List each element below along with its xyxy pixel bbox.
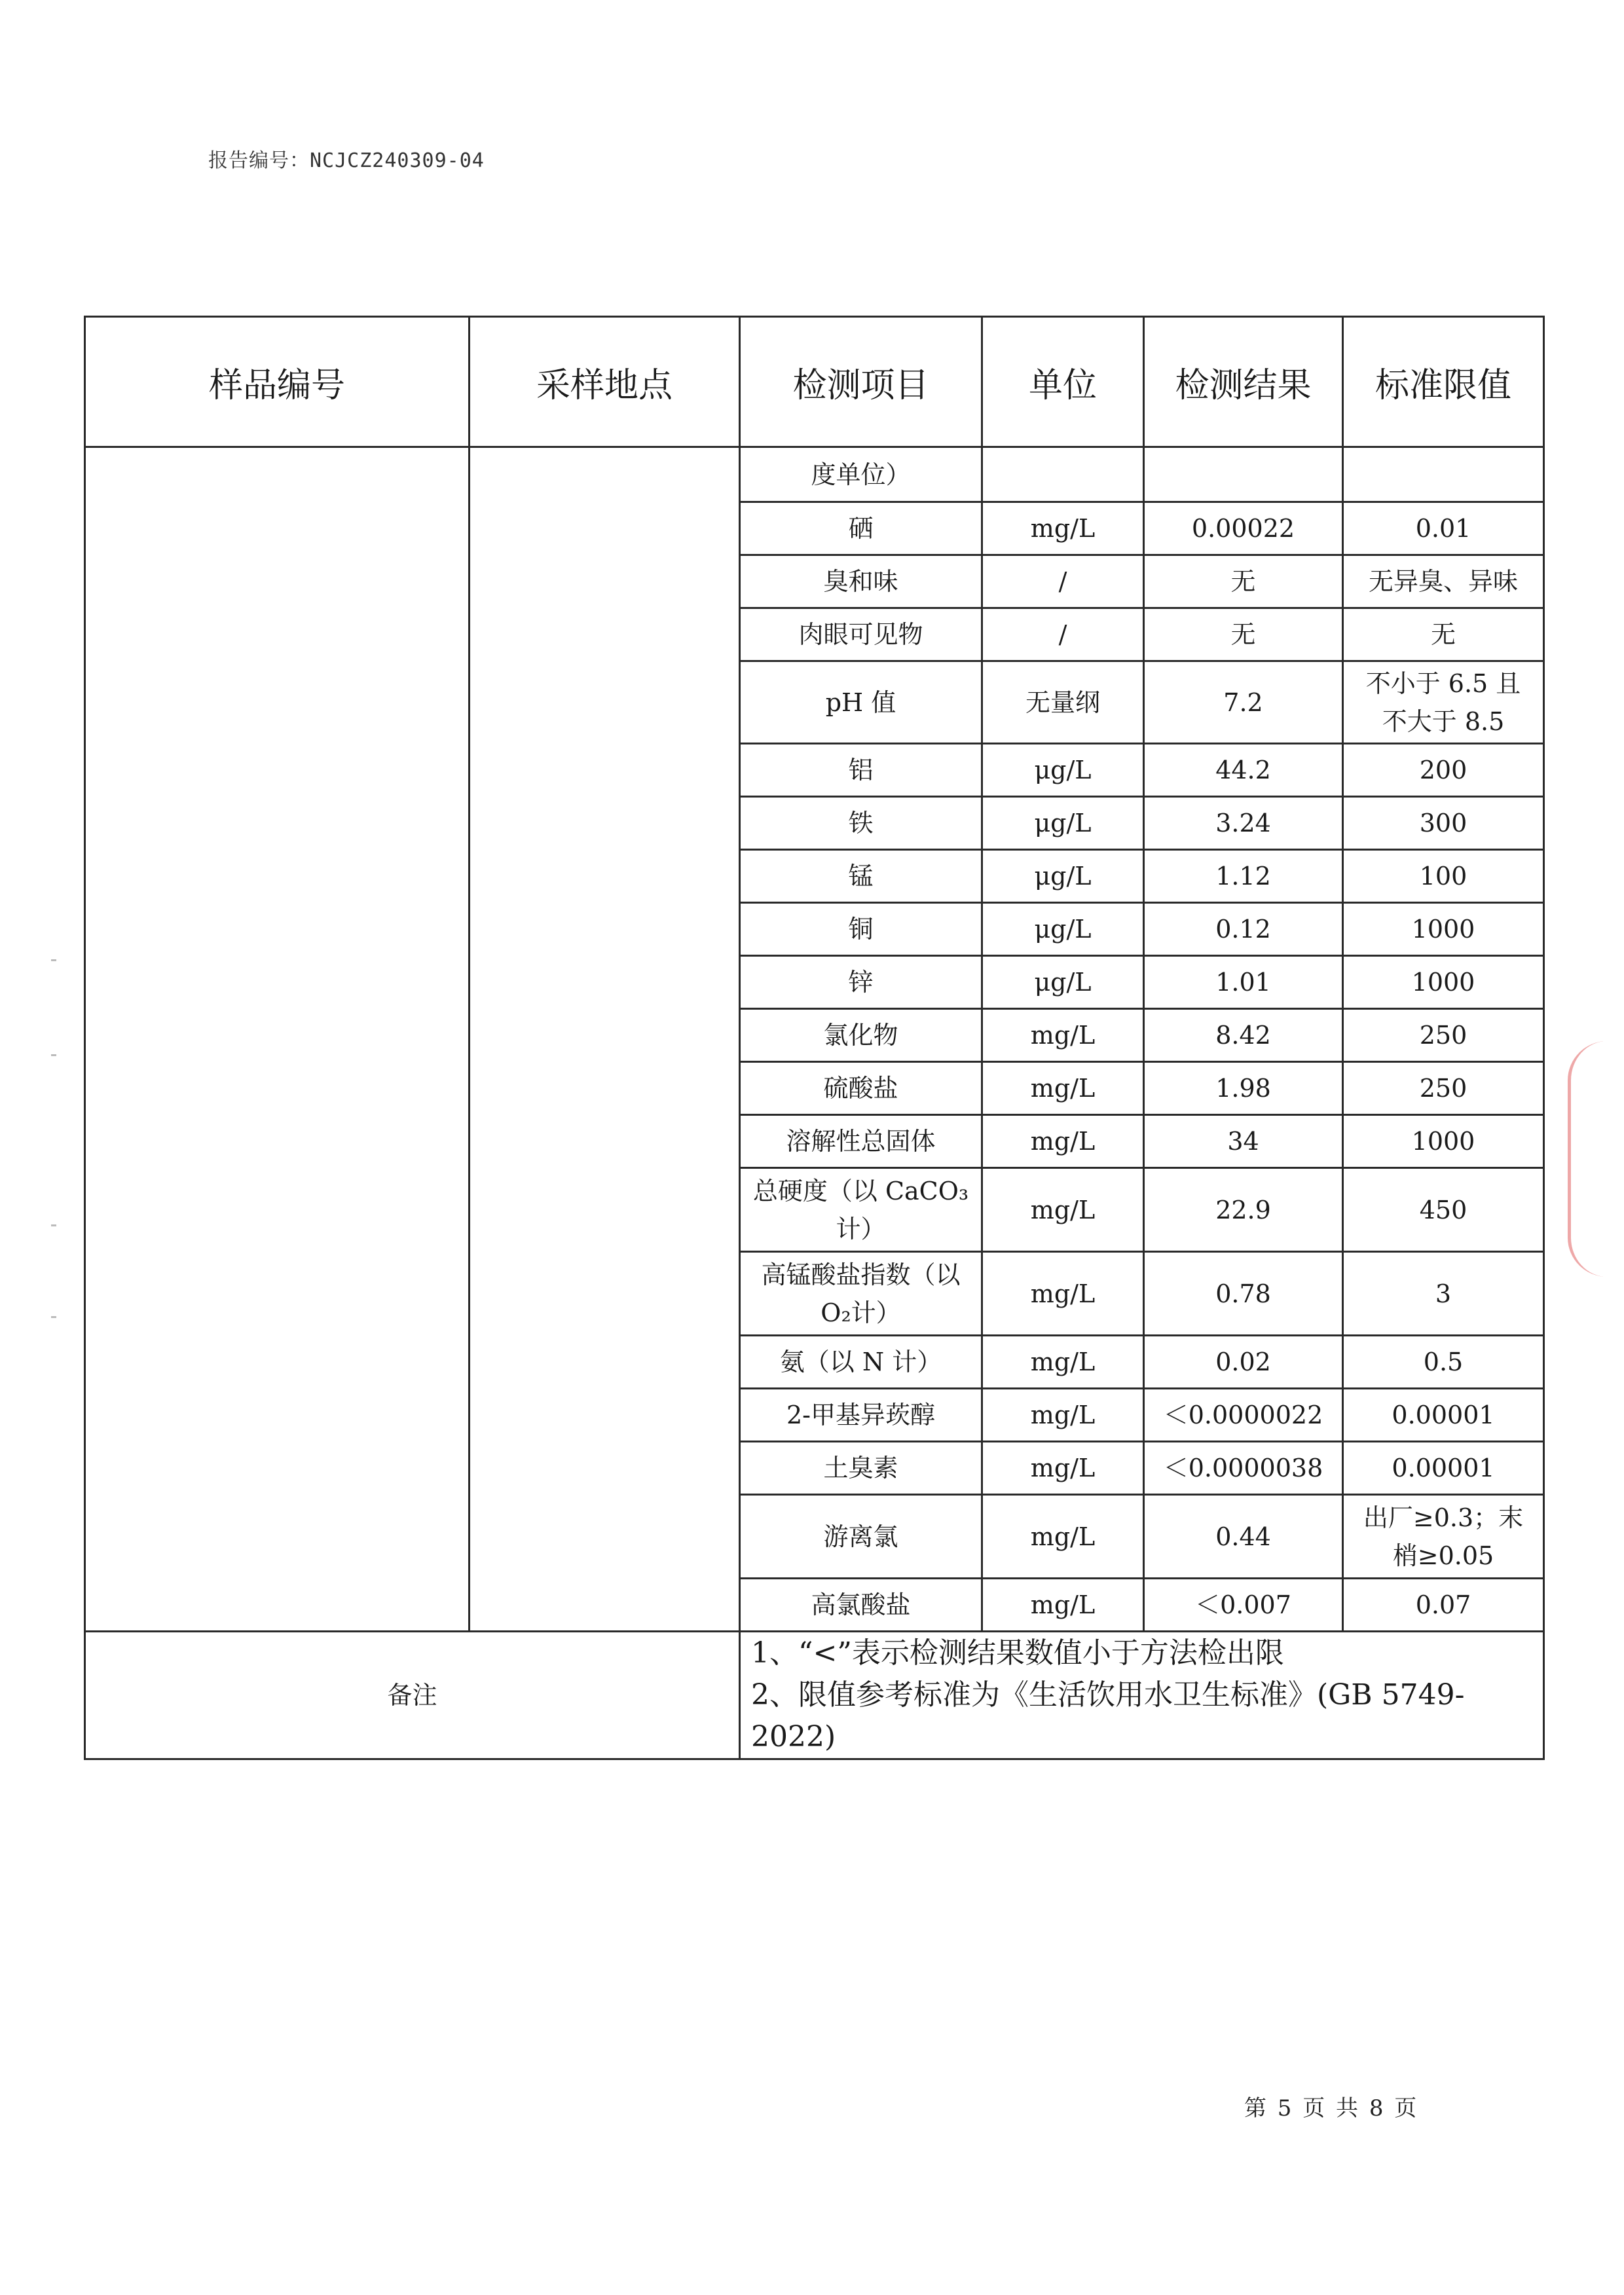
unit-cell: mg/L: [982, 1495, 1144, 1579]
test-item-cell: 硫酸盐: [740, 1062, 982, 1115]
test-item-cell: 氨（以 N 计）: [740, 1336, 982, 1389]
column-header-sampling-site: 采样地点: [470, 317, 740, 447]
result-cell: 3.24: [1144, 797, 1343, 850]
result-cell: 0.02: [1144, 1336, 1343, 1389]
unit-cell: mg/L: [982, 1168, 1144, 1252]
test-item-cell: 锌: [740, 956, 982, 1009]
result-cell: 0.12: [1144, 903, 1343, 956]
result-cell: 0.00022: [1144, 502, 1343, 555]
test-item-cell: 铁: [740, 797, 982, 850]
margin-mark: [51, 1224, 56, 1226]
test-item-line: 高锰酸盐指数（以: [761, 1260, 961, 1289]
test-item-cell: 锰: [740, 850, 982, 903]
limit-cell: 1000: [1343, 1115, 1544, 1168]
margin-mark: [51, 1054, 56, 1056]
unit-cell: μg/L: [982, 850, 1144, 903]
limit-cell: 0.00001: [1343, 1442, 1544, 1495]
unit-cell: mg/L: [982, 1336, 1144, 1389]
limit-line: 出厂≥0.3；末: [1363, 1503, 1524, 1532]
test-results-table: [84, 316, 1545, 1760]
result-cell: 0.78: [1144, 1252, 1343, 1336]
unit-cell: mg/L: [982, 502, 1144, 555]
test-item-cell: [740, 1252, 982, 1336]
result-cell: 1.98: [1144, 1062, 1343, 1115]
limit-cell: 0.00001: [1343, 1389, 1544, 1442]
remarks-row: [85, 1632, 1544, 1759]
column-header-unit: 单位: [982, 317, 1144, 447]
test-item-cell: 氯化物: [740, 1009, 982, 1062]
result-cell: 1.01: [1144, 956, 1343, 1009]
unit-cell: mg/L: [982, 1579, 1144, 1632]
result-cell: 无: [1144, 608, 1343, 661]
limit-cell: 0.07: [1343, 1579, 1544, 1632]
limit-cell: 无异臭、异味: [1343, 555, 1544, 608]
table-header-row: [85, 317, 1544, 447]
limit-line: 不小于 6.5 且: [1365, 669, 1521, 698]
test-item-cell: [740, 1168, 982, 1252]
test-item-line: 总硬度（以 CaCO₃: [752, 1176, 969, 1205]
sample-id-cell: [85, 447, 470, 1632]
limit-cell: 450: [1343, 1168, 1544, 1252]
test-item-line: O₂计）: [821, 1298, 901, 1327]
unit-cell: 无量纲: [982, 661, 1144, 744]
test-item-cell: 臭和味: [740, 555, 982, 608]
result-cell: ＜0.0000038: [1144, 1442, 1343, 1495]
limit-cell: 250: [1343, 1062, 1544, 1115]
unit-cell: [982, 447, 1144, 502]
unit-cell: μg/L: [982, 797, 1144, 850]
limit-cell: 300: [1343, 797, 1544, 850]
unit-cell: mg/L: [982, 1442, 1144, 1495]
column-header-test-item: 检测项目: [740, 317, 982, 447]
unit-cell: mg/L: [982, 1389, 1144, 1442]
page-number: 第 5 页 共 8 页: [1244, 2095, 1417, 2121]
column-header-result: 检测结果: [1144, 317, 1343, 447]
limit-line: 梢≥0.05: [1392, 1541, 1494, 1570]
unit-cell: /: [982, 555, 1144, 608]
unit-cell: mg/L: [982, 1115, 1144, 1168]
unit-cell: μg/L: [982, 903, 1144, 956]
seal-stamp-fragment: [1564, 1035, 1603, 1290]
result-cell: 7.2: [1144, 661, 1343, 744]
remark-line: 2、限值参考标准为《生活饮用水卫生标准》(GB 5749-2022): [751, 1678, 1465, 1753]
limit-cell: 无: [1343, 608, 1544, 661]
result-cell: 0.44: [1144, 1495, 1343, 1579]
margin-mark: [51, 1316, 56, 1318]
unit-cell: mg/L: [982, 1252, 1144, 1336]
unit-cell: μg/L: [982, 956, 1144, 1009]
limit-cell: 3: [1343, 1252, 1544, 1336]
column-header-sample-id: 样品编号: [85, 317, 470, 447]
remark-line: 1、“<”表示检测结果数值小于方法检出限: [751, 1636, 1284, 1670]
table-row: [85, 447, 1544, 502]
test-item-cell: 铜: [740, 903, 982, 956]
remarks-text: [740, 1632, 1544, 1759]
test-item-cell: pH 值: [740, 661, 982, 744]
test-item-cell: 土臭素: [740, 1442, 982, 1495]
unit-cell: μg/L: [982, 744, 1144, 797]
remarks-label: 备注: [85, 1632, 740, 1759]
test-item-cell: 铝: [740, 744, 982, 797]
test-item-cell: 高氯酸盐: [740, 1579, 982, 1632]
unit-cell: mg/L: [982, 1062, 1144, 1115]
limit-cell: 200: [1343, 744, 1544, 797]
result-cell: 34: [1144, 1115, 1343, 1168]
limit-cell: 0.01: [1343, 502, 1544, 555]
limit-cell: [1343, 661, 1544, 744]
limit-cell: 100: [1343, 850, 1544, 903]
limit-cell: 1000: [1343, 903, 1544, 956]
sampling-site-cell: [470, 447, 740, 1632]
test-item-line: 计）: [836, 1214, 886, 1243]
result-cell: 无: [1144, 555, 1343, 608]
result-cell: ＜0.0000022: [1144, 1389, 1343, 1442]
limit-cell: [1343, 1495, 1544, 1579]
test-item-cell: 度单位）: [740, 447, 982, 502]
limit-cell: [1343, 447, 1544, 502]
margin-mark: [51, 959, 56, 961]
test-item-cell: 2-甲基异莰醇: [740, 1389, 982, 1442]
limit-cell: 250: [1343, 1009, 1544, 1062]
result-cell: [1144, 447, 1343, 502]
test-item-cell: 肉眼可见物: [740, 608, 982, 661]
result-cell: 44.2: [1144, 744, 1343, 797]
result-cell: ＜0.007: [1144, 1579, 1343, 1632]
unit-cell: /: [982, 608, 1144, 661]
unit-cell: mg/L: [982, 1009, 1144, 1062]
limit-cell: 1000: [1343, 956, 1544, 1009]
limit-cell: 0.5: [1343, 1336, 1544, 1389]
result-cell: 22.9: [1144, 1168, 1343, 1252]
limit-line: 不大于 8.5: [1382, 707, 1505, 736]
report-number: 报告编号：NCJCZ240309-04: [208, 149, 485, 172]
test-item-cell: 游离氯: [740, 1495, 982, 1579]
test-item-cell: 溶解性总固体: [740, 1115, 982, 1168]
test-item-cell: 硒: [740, 502, 982, 555]
column-header-limit: 标准限值: [1343, 317, 1544, 447]
result-cell: 8.42: [1144, 1009, 1343, 1062]
result-cell: 1.12: [1144, 850, 1343, 903]
